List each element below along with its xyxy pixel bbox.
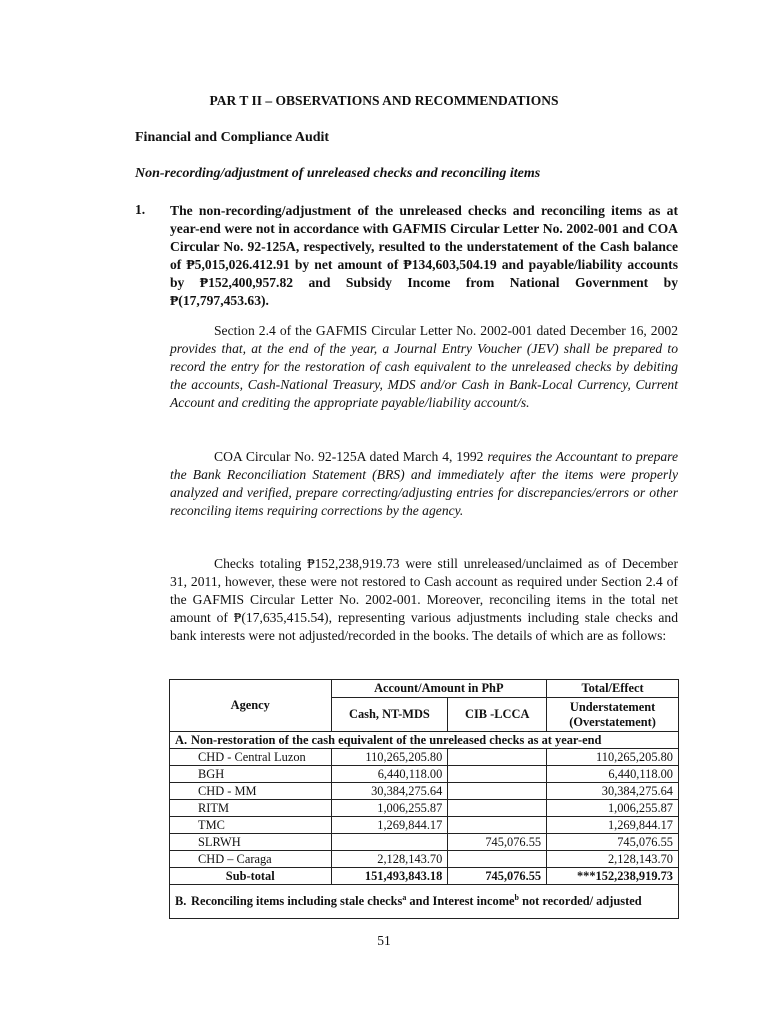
section-a-letter: A. <box>175 732 188 747</box>
cash-amount: 2,128,143.70 <box>331 851 448 868</box>
cash-amount: 110,265,205.80 <box>331 749 448 766</box>
section-b-letter: B. <box>175 894 187 908</box>
table-row <box>170 851 679 868</box>
cib-amount <box>448 749 547 766</box>
agency-name: CHD - Central Luzon <box>170 749 332 766</box>
agency-name: SLRWH <box>170 834 332 851</box>
paragraph-gafmis <box>170 322 678 412</box>
agency-name: RITM <box>170 800 332 817</box>
table-row <box>170 783 679 800</box>
section-b-text-1: Reconciling items including stale checks <box>191 894 403 908</box>
agency-name: TMC <box>170 817 332 834</box>
header-agency: Agency <box>170 680 332 732</box>
total-amount: 2,128,143.70 <box>547 851 679 868</box>
total-amount: 110,265,205.80 <box>547 749 679 766</box>
page-number: 51 <box>377 933 391 948</box>
subtotal-total: ***152,238,919.73 <box>547 868 679 885</box>
cib-amount <box>448 851 547 868</box>
header-account-amount: Account/Amount in PhP <box>331 680 547 698</box>
subtotal-row <box>170 868 679 885</box>
agency-name: CHD - MM <box>170 783 332 800</box>
section-a-text: Non-restoration of the cash equivalent of the unreleased checks as at year-end <box>191 732 602 747</box>
paragraph-coa-italic: requires the Accountant to prepare the Bank Reconciliation Statement (BRS) and immediately after the items were properly analyzed and verified, prepare correcting/adjusting entries for discrepancies/errors or other reconciling items requiring corrections by the agency. <box>170 449 678 518</box>
table-row <box>170 749 679 766</box>
cib-amount: 745,076.55 <box>448 834 547 851</box>
section-b-row <box>170 885 679 919</box>
cash-amount: 1,269,844.17 <box>331 817 448 834</box>
paragraph-coa-plain: COA Circular No. 92-125A dated March 4, 1992 <box>214 449 488 464</box>
section-a-cell <box>170 732 679 749</box>
total-amount: 1,006,255.87 <box>547 800 679 817</box>
section-b-text-3: not recorded/ adjusted <box>518 894 642 908</box>
cash-amount: 1,006,255.87 <box>331 800 448 817</box>
agency-rows <box>170 749 679 868</box>
total-amount: 745,076.55 <box>547 834 679 851</box>
subtotal-label: Sub-total <box>170 868 332 885</box>
section-b-text-2: and Interest income <box>406 894 515 908</box>
header-understatement: Understatement (Overstatement) <box>547 698 679 732</box>
subsection-title: Non-recording/adjustment of unreleased checks and reconciling items <box>135 166 541 181</box>
table-row <box>170 800 679 817</box>
cib-amount <box>448 766 547 783</box>
header-cib-lcca: CIB -LCCA <box>448 698 547 732</box>
table-row <box>170 766 679 783</box>
section-b-sup-b: b <box>514 892 519 902</box>
agency-name: CHD – Caraga <box>170 851 332 868</box>
cash-amount: 6,440,118.00 <box>331 766 448 783</box>
observation-heading: The non-recording/adjustment of the unreleased checks and reconciling items as at year-end were not in accordance with GAFMIS Circular Letter No. 2002-001 and COA Circular No. 92-125A, respectively, resulted to the understatement of the Cash balance of ₱5,015,026.412.91 by net amount of ₱134,603,504.19 and payable/liability accounts by ₱152,400,957.82 and Subsidy Income from National Government by ₱(17,797,453.63). <box>170 203 678 308</box>
paragraph-gafmis-italic: provides that, at the end of the year, a Journal Entry Voucher (JEV) shall be prepared to record the entry for the restoration of cash equivalent to the unreleased checks by debiting the accounts, Cash-National Treasury, MDS and/or Cash in Bank-Local Currency, Current Account and crediting the appropriate payable/liability account/s. <box>170 341 678 410</box>
section-a-row <box>170 732 679 749</box>
subtotal-cib: 745,076.55 <box>448 868 547 885</box>
table-row <box>170 817 679 834</box>
agency-name: BGH <box>170 766 332 783</box>
observation-number: 1. <box>135 202 146 217</box>
cib-amount <box>448 817 547 834</box>
paragraph-gafmis-plain: Section 2.4 of the GAFMIS Circular Letter No. 2002-001 dated December 16, 2002 <box>214 323 678 338</box>
paragraph-coa <box>170 448 678 520</box>
total-amount: 30,384,275.64 <box>547 783 679 800</box>
unreleased-checks-table <box>169 679 679 919</box>
cib-amount <box>448 800 547 817</box>
table-row <box>170 834 679 851</box>
total-amount: 6,440,118.00 <box>547 766 679 783</box>
part-title: PAR T II – OBSERVATIONS AND RECOMMENDATIONS <box>209 93 559 108</box>
header-total-effect: Total/Effect <box>547 680 679 698</box>
cib-amount <box>448 783 547 800</box>
section-b-sup-a: a <box>402 892 407 902</box>
table-header-row-1 <box>170 680 679 698</box>
header-cash-nt-mds: Cash, NT-MDS <box>331 698 448 732</box>
section-title: Financial and Compliance Audit <box>135 130 330 145</box>
cash-amount <box>331 834 448 851</box>
cash-amount: 30,384,275.64 <box>331 783 448 800</box>
section-b-cell <box>170 885 679 919</box>
subtotal-cash: 151,493,843.18 <box>331 868 448 885</box>
total-amount: 1,269,844.17 <box>547 817 679 834</box>
paragraph-checks: Checks totaling ₱152,238,919.73 were still unreleased/unclaimed as of December 31, 2011, however, these were not restored to Cash account as required under Section 2.4 of the GAFMIS Circular Letter No. 2002-001. Moreover, reconciling items in the total net amount of ₱(17,635,415.54), representing various adjustments including stale checks and bank interests were not adjusted/recorded in the books. The details of which are as follows: <box>170 556 678 643</box>
